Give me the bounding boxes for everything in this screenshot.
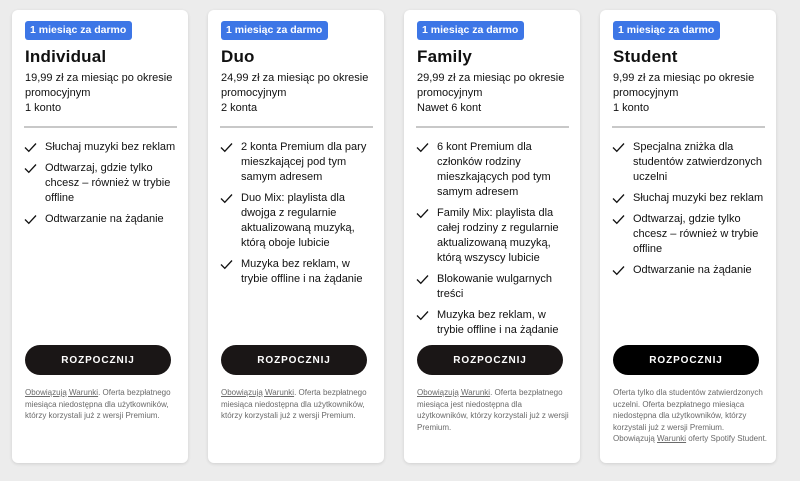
- feature-text: 6 kont Premium dla członków rodziny mieszkających pod tym samym adresem: [437, 141, 551, 198]
- check-icon: [416, 208, 429, 219]
- check-icon: [612, 214, 625, 225]
- feature-item: [220, 257, 376, 287]
- plan-accounts: Nawet 6 kont: [417, 102, 482, 114]
- feature-item: [612, 191, 768, 206]
- terms-note: [221, 387, 376, 422]
- start-button[interactable]: ROZPOCZNIJ: [25, 345, 171, 375]
- promo-badge: 1 miesiąc za darmo: [25, 21, 132, 40]
- feature-item: [220, 140, 376, 185]
- plan-card-duo: [208, 10, 384, 463]
- feature-text: Słuchaj muzyki bez reklam: [45, 141, 176, 153]
- start-button[interactable]: ROZPOCZNIJ: [221, 345, 367, 375]
- check-icon: [612, 265, 625, 276]
- check-icon: [220, 259, 233, 270]
- plan-price: 19,99 zł za miesiąc po okresie promocyjnym: [25, 72, 173, 99]
- feature-text: Odtwarzaj, gdzie tylko chcesz – również w trybie offline: [633, 213, 759, 255]
- terms-text: oferty Spotify Student.: [686, 434, 768, 443]
- check-icon: [612, 193, 625, 204]
- feature-item: [416, 272, 572, 302]
- plan-title: Student: [613, 47, 678, 66]
- feature-item: [612, 140, 768, 185]
- check-icon: [24, 163, 37, 174]
- feature-text: Family Mix: playlista dla całej rodziny z regularnie aktualizowaną muzyką, którą wszyscy lubicie: [437, 207, 559, 264]
- feature-item: [220, 191, 376, 251]
- feature-item: [612, 212, 768, 257]
- plan-accounts: 2 konta: [221, 102, 258, 114]
- feature-text: Blokowanie wulgarnych treści: [437, 273, 552, 300]
- feature-item: [416, 206, 572, 266]
- feature-text: Odtwarzaj, gdzie tylko chcesz – również w trybie offline: [45, 162, 171, 204]
- feature-list: [24, 140, 180, 233]
- feature-text: 2 konta Premium dla pary mieszkającej pod tym samym adresem: [241, 141, 367, 183]
- check-icon: [612, 142, 625, 153]
- terms-note: [417, 387, 572, 433]
- feature-text: Duo Mix: playlista dla dwojga z regularnie aktualizowaną muzyką, którą oboje lubicie: [241, 192, 355, 249]
- divider: [416, 126, 569, 128]
- feature-text: Specjalna zniżka dla studentów zatwierdzonych uczelni: [633, 141, 763, 183]
- promo-badge: 1 miesiąc za darmo: [613, 21, 720, 40]
- plan-card-family: [404, 10, 580, 463]
- divider: [220, 126, 373, 128]
- check-icon: [220, 142, 233, 153]
- check-icon: [24, 214, 37, 225]
- terms-link[interactable]: Obowiązują Warunki: [417, 388, 491, 397]
- plan-price: 9,99 zł za miesiąc po okresie promocyjnym: [613, 72, 755, 99]
- plan-card-student: [600, 10, 776, 463]
- terms-pre-text: Oferta tylko dla studentów zatwierdzonych uczelni. Oferta bezpłatnego miesiąca niedostępna dla użytkowników, którzy korzystali już z wersji Premium. Obowiązują: [613, 388, 763, 443]
- feature-item: [24, 140, 180, 155]
- feature-text: Odtwarzanie na żądanie: [45, 213, 164, 225]
- feature-item: [24, 161, 180, 206]
- terms-link[interactable]: Warunki: [657, 434, 687, 443]
- feature-text: Muzyka bez reklam, w trybie offline i na żądanie: [437, 309, 559, 336]
- feature-item: [416, 308, 572, 338]
- check-icon: [416, 274, 429, 285]
- divider: [24, 126, 177, 128]
- check-icon: [24, 142, 37, 153]
- check-icon: [416, 310, 429, 321]
- plan-title: Family: [417, 47, 473, 66]
- feature-list: [220, 140, 376, 293]
- terms-link[interactable]: Obowiązują Warunki: [25, 388, 99, 397]
- promo-badge: 1 miesiąc za darmo: [417, 21, 524, 40]
- feature-text: Słuchaj muzyki bez reklam: [633, 192, 764, 204]
- terms-text: . Oferta bezpłatnego miesiąca niedostępna dla użytkowników, którzy korzystali już z wersji Premium.: [25, 388, 171, 420]
- feature-text: Odtwarzanie na żądanie: [633, 264, 752, 276]
- terms-text: . Oferta bezpłatnego miesiąca jest niedostępna dla użytkowników, którzy korzystali już z wersji Premium.: [417, 388, 569, 432]
- plan-title: Individual: [25, 47, 107, 66]
- plan-price: 29,99 zł za miesiąc po okresie promocyjnym: [417, 72, 565, 99]
- check-icon: [220, 193, 233, 204]
- terms-note: [25, 387, 180, 422]
- plan-title: Duo: [221, 47, 255, 66]
- start-button[interactable]: ROZPOCZNIJ: [613, 345, 759, 375]
- plan-card-individual: [12, 10, 188, 463]
- divider: [612, 126, 765, 128]
- feature-list: [416, 140, 572, 344]
- feature-item: [24, 212, 180, 227]
- feature-item: [416, 140, 572, 200]
- plan-accounts: 1 konto: [25, 102, 62, 114]
- feature-text: Muzyka bez reklam, w trybie offline i na żądanie: [241, 258, 363, 285]
- plan-accounts: 1 konto: [613, 102, 650, 114]
- terms-text: . Oferta bezpłatnego miesiąca niedostępna dla użytkowników, którzy korzystali już z wersji Premium.: [221, 388, 367, 420]
- start-button[interactable]: ROZPOCZNIJ: [417, 345, 563, 375]
- plan-price: 24,99 zł za miesiąc po okresie promocyjnym: [221, 72, 369, 99]
- promo-badge: 1 miesiąc za darmo: [221, 21, 328, 40]
- terms-note: [613, 387, 768, 445]
- feature-list: [612, 140, 768, 284]
- check-icon: [416, 142, 429, 153]
- feature-item: [612, 263, 768, 278]
- terms-link[interactable]: Obowiązują Warunki: [221, 388, 295, 397]
